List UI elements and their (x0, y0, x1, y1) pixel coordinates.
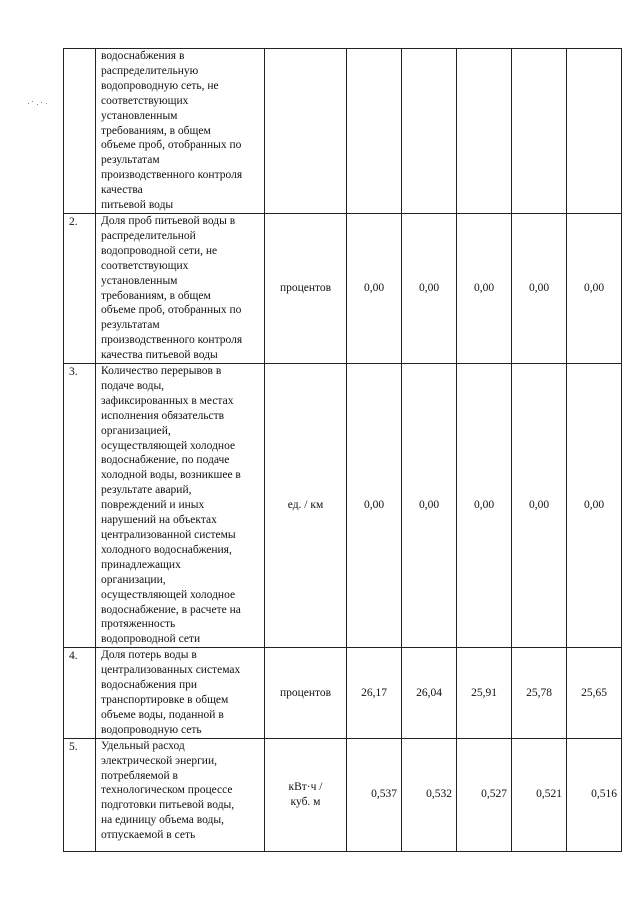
table-row (64, 738, 622, 851)
value-cell: 0,537 (347, 738, 402, 851)
indicator-description: Удельный расход электрической энергии, потребляемой в технологическом процессе подготовки питьевой воды, на единицу объема воды, отпускаемой в сеть (101, 739, 235, 842)
value-cell: 0,00 (402, 364, 457, 648)
indicators-table (63, 48, 622, 852)
row-number-cell (64, 648, 96, 738)
value-cell: 0,00 (347, 213, 402, 363)
value-cell: 0,532 (402, 738, 457, 851)
value-cell: 26,17 (347, 648, 402, 738)
description-cell (96, 213, 265, 363)
value-cell: 0,00 (402, 213, 457, 363)
row-number-cell (64, 213, 96, 363)
value-cell: 26,04 (402, 648, 457, 738)
row-number-cell (64, 49, 96, 214)
indicator-description: Количество перерывов в подаче воды, зафиксированных в местах исполнения обязательств организацией, осуществляющей холодное водоснабжение, по подаче холодной воды, возникшее в результате аварий, повреждений и иных нарушений на объектах централизованной системы холодного водоснабжения, принадлежащих организации, осуществляющей холодное водоснабжение, в расчете на протяженность водопроводной сети (101, 365, 241, 646)
value-cell: 0,00 (457, 364, 512, 648)
description-cell (96, 364, 265, 648)
row-number: 4. (69, 650, 78, 663)
unit-cell: процентов (265, 213, 347, 363)
row-number-cell (64, 364, 96, 648)
unit-text: кВт·ч / куб. м (288, 780, 323, 808)
value-cell: 0,527 (457, 738, 512, 851)
value-cell (347, 49, 402, 214)
table-row (64, 49, 622, 214)
indicator-description: Доля потерь воды в централизованных системах водоснабжения при транспортировке в общем объеме воды, поданной в водопроводную сеть (101, 649, 241, 736)
unit-cell (265, 49, 347, 214)
unit-cell: процентов (265, 648, 347, 738)
value-cell: 0,521 (512, 738, 567, 851)
value-cell: 0,00 (567, 213, 622, 363)
value-cell: 25,78 (512, 648, 567, 738)
description-cell (96, 648, 265, 738)
row-number: 2. (69, 215, 78, 228)
value-cell: 0,516 (567, 738, 622, 851)
value-cell (512, 49, 567, 214)
row-number: 3. (69, 366, 78, 379)
value-cell (402, 49, 457, 214)
value-cell: 0,00 (567, 364, 622, 648)
indicator-description: Доля проб питьевой воды в распределительной водопроводной сети, не соответствующих установленным требованиям, в общем объеме проб, отобранных по результатам производственного контроля качества питьевой воды (101, 214, 243, 362)
value-cell: 0,00 (512, 364, 567, 648)
row-number: 5. (69, 740, 78, 753)
value-cell: 25,91 (457, 648, 512, 738)
description-cell (96, 49, 265, 214)
value-cell: 0,00 (457, 213, 512, 363)
row-number-cell (64, 738, 96, 851)
indicator-description: водоснабжения в распределительную водопроводную сеть, не соответствующих установленным требованиям, в общем объеме проб, отобранных по результатам производственного контроля качества питьевой воды (101, 50, 243, 212)
table-row (64, 213, 622, 363)
unit-cell: ед. / км (265, 364, 347, 648)
value-cell (567, 49, 622, 214)
value-cell: 25,65 (567, 648, 622, 738)
table-row (64, 364, 622, 648)
scan-artifact (28, 101, 48, 105)
unit-cell (265, 738, 347, 851)
value-cell: 0,00 (512, 213, 567, 363)
table-row (64, 648, 622, 738)
description-cell (96, 738, 265, 851)
row-number (64, 49, 95, 50)
value-cell: 0,00 (347, 364, 402, 648)
value-cell (457, 49, 512, 214)
